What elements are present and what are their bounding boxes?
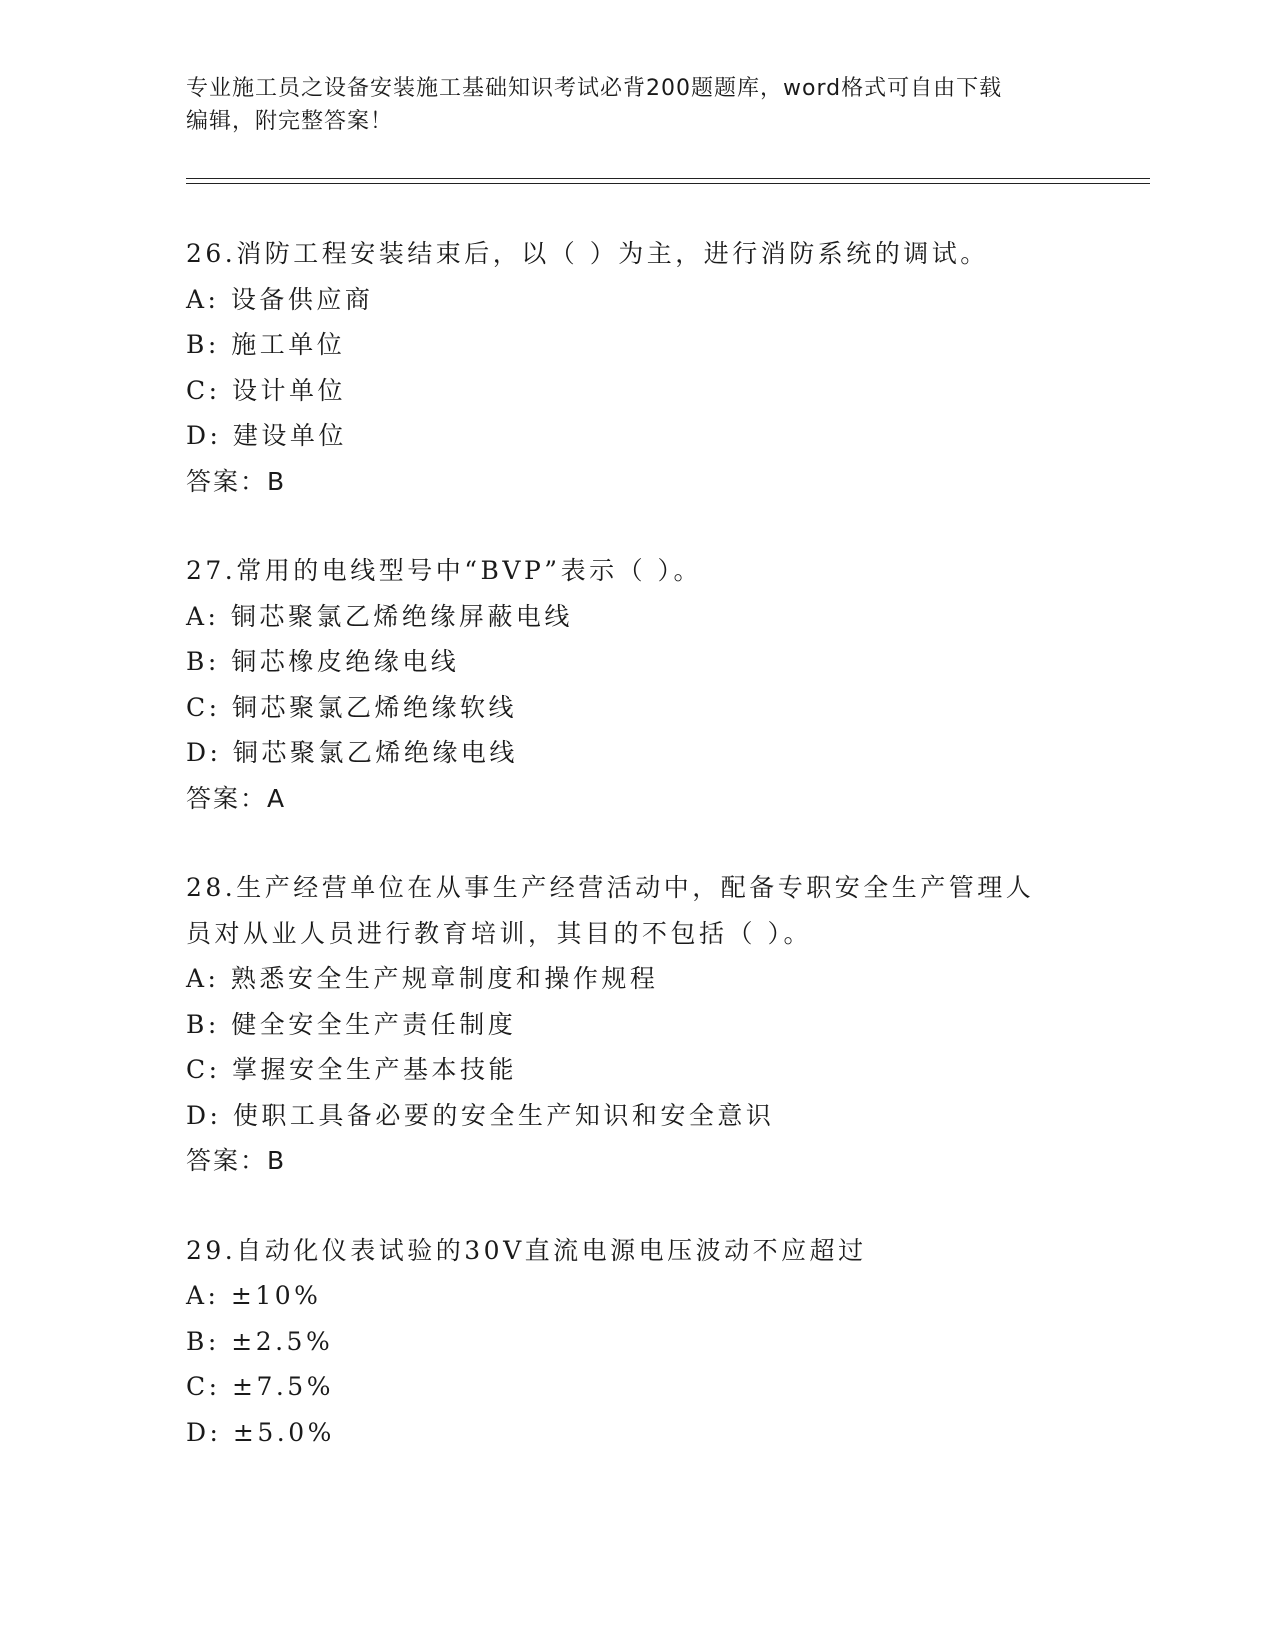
- option-d: D: 使职工具备必要的安全生产知识和安全意识: [186, 1100, 775, 1130]
- answer-line: 答案：B: [186, 466, 287, 496]
- option-c: C: 铜芯聚氯乙烯绝缘软线: [186, 692, 517, 722]
- option-d: D: ±5.0%: [186, 1417, 335, 1447]
- option-a: A: 铜芯聚氯乙烯绝缘屏蔽电线: [186, 601, 573, 631]
- option-a: A: 熟悉安全生产规章制度和操作规程: [186, 964, 659, 993]
- question-stem: 28.生产经营单位在从事生产经营活动中，配备专职安全生产管理人员对从业人员进行教育培训，其目的不包括（ ）。: [186, 873, 1035, 948]
- option-c: C: ±7.5%: [186, 1372, 334, 1401]
- question-list: [186, 231, 1086, 1499]
- question-stem: 29.自动化仪表试验的30V直流电源电压波动不应超过: [186, 1235, 867, 1265]
- answer-line: 答案：B: [186, 1146, 287, 1175]
- option-c: C: 掌握安全生产基本技能: [186, 1055, 517, 1084]
- option-d: D: 建设单位: [186, 421, 347, 450]
- question-26: [186, 231, 1086, 504]
- question-stem: 27.常用的电线型号中“BVP”表示（ ）。: [186, 556, 703, 585]
- option-a: A: 设备供应商: [186, 284, 374, 314]
- option-b: B: 施工单位: [186, 330, 346, 359]
- header-subtitle-line: 编辑，附完整答案！: [186, 109, 394, 134]
- option-b: B: 铜芯橡皮绝缘电线: [186, 647, 460, 676]
- question-29: [186, 1228, 1086, 1456]
- option-b: B: ±2.5%: [186, 1326, 334, 1356]
- header-title-line: 专业施工员之设备安装施工基础知识考试必背200题题库，word格式可自由下载: [186, 76, 1003, 101]
- document-header: [186, 72, 1066, 138]
- header-divider-bottom: [186, 183, 1150, 184]
- option-a: A: ±10%: [186, 1281, 322, 1310]
- option-c: C: 设计单位: [186, 375, 346, 405]
- header-divider-top: [186, 178, 1150, 179]
- option-b: B: 健全安全生产责任制度: [186, 1009, 517, 1039]
- question-stem: 26.消防工程安装结束后，以（ ）为主，进行消防系统的调试。: [186, 239, 989, 268]
- question-28: [186, 865, 1086, 1184]
- answer-line: 答案：A: [186, 783, 287, 813]
- question-27: [186, 548, 1086, 821]
- option-d: D: 铜芯聚氯乙烯绝缘电线: [186, 738, 518, 767]
